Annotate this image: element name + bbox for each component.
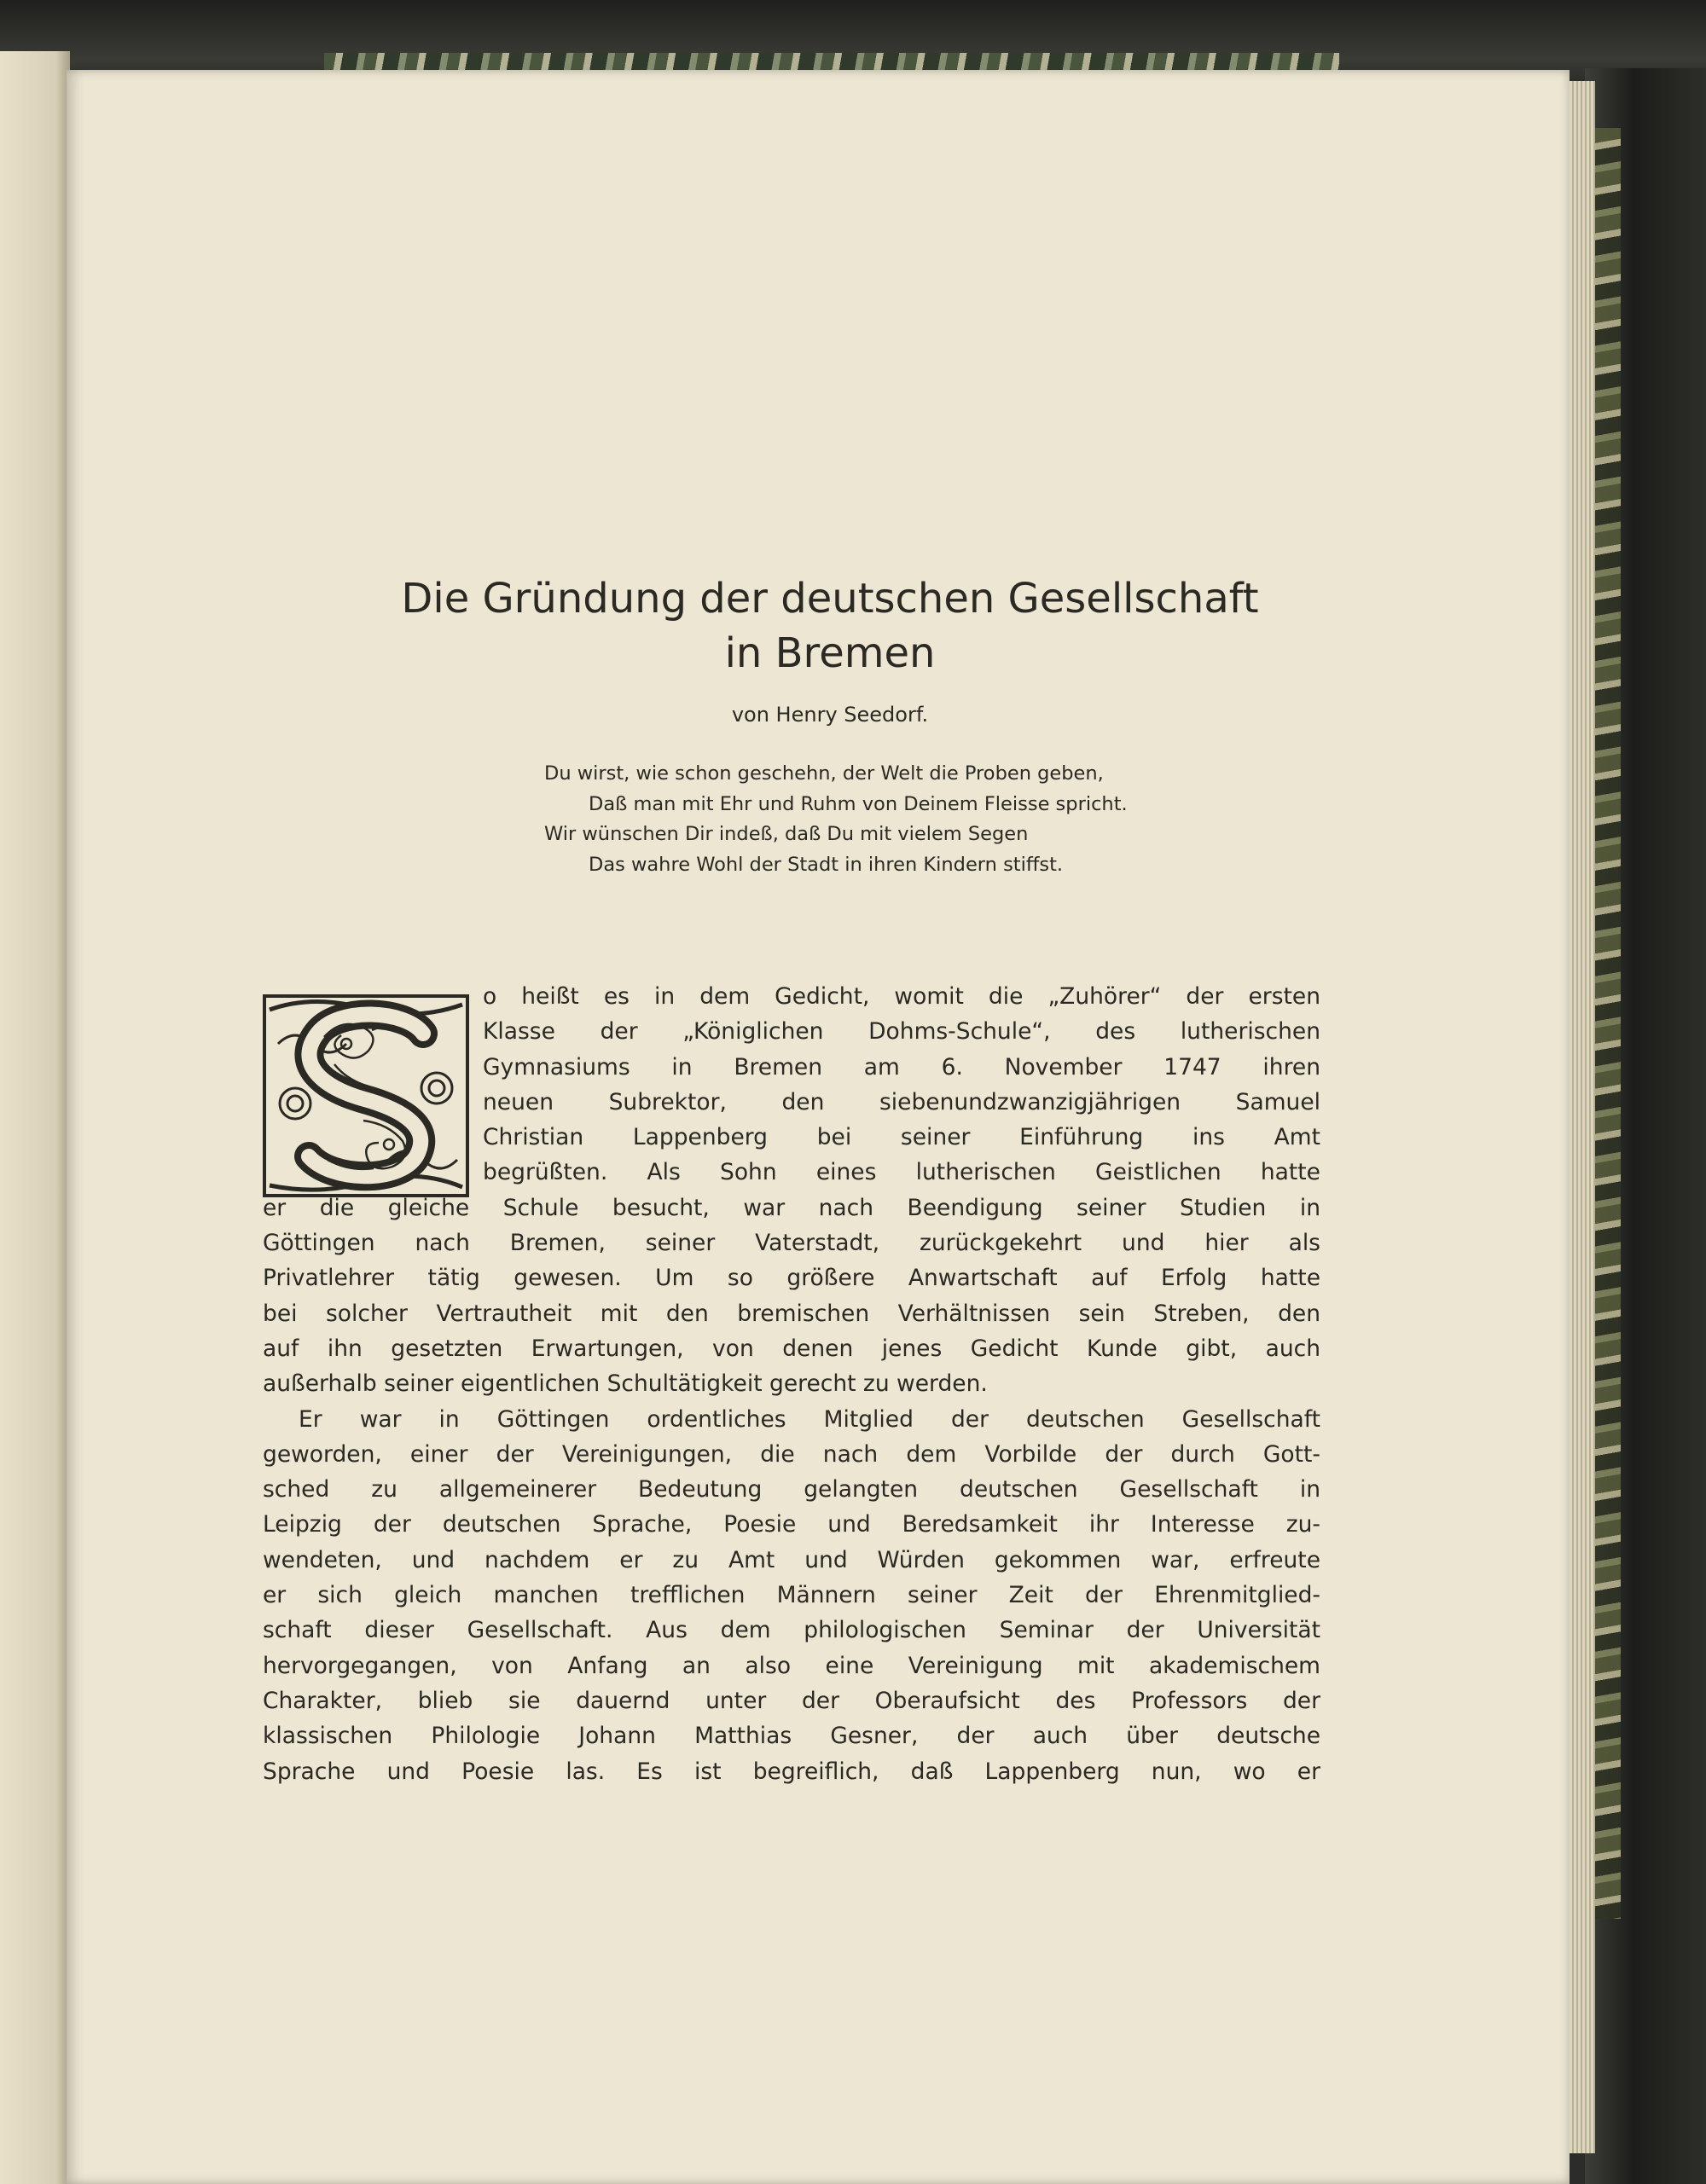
body-line: Charakter, blieb sie dauernd unter der Oberaufsicht des Professors der <box>263 1687 1320 1714</box>
body-line: Leipzig der deutschen Sprache, Poesie und Beredsamkeit ihr Interesse zu- <box>263 1511 1320 1538</box>
body-line: auf ihn gesetzten Erwartungen, von denen jenes Gedicht Kunde gibt, auch <box>263 1335 1320 1362</box>
body-line: bei solcher Vertrautheit mit den bremischen Verhältnissen sein Streben, den <box>263 1300 1320 1327</box>
epigraph-poem <box>544 759 1244 880</box>
body-line: o heißt es in dem Gedicht, womit die „Zuhörer“ der ersten <box>483 983 1320 1010</box>
body-line: er die gleiche Schule besucht, war nach Beendigung seiner Studien in <box>263 1194 1320 1221</box>
body-line: Christian Lappenberg bei seiner Einführung ins Amt <box>483 1124 1320 1151</box>
article-title <box>254 571 1406 681</box>
body-line: Privatlehrer tätig gewesen. Um so größere Anwartschaft auf Erfolg hatte <box>263 1265 1320 1292</box>
poem-line: Wir wünschen Dir indeß, daß Du mit vielem Segen <box>544 823 1029 845</box>
body-line: schaft dieser Gesellschaft. Aus dem philologischen Seminar der Universität <box>263 1617 1320 1644</box>
title-line-2: in Bremen <box>724 629 936 677</box>
page-content <box>67 70 1570 2184</box>
poem-line: Du wirst, wie schon geschehn, der Welt die Proben geben, <box>544 762 1104 785</box>
body-line: wendeten, und nachdem er zu Amt und Würden gekommen war, erfreute <box>263 1546 1320 1573</box>
facing-page-edge <box>0 51 70 2184</box>
book-page <box>67 70 1570 2184</box>
body-line: geworden, einer der Vereinigungen, die nach dem Vorbilde der durch Gott- <box>263 1440 1320 1468</box>
body-line: Sprache und Poesie las. Es ist begreiflich, daß Lappenberg nun, wo er <box>263 1758 1320 1785</box>
marbled-binding-right <box>1593 128 1621 1919</box>
article-body <box>263 979 1320 1789</box>
body-line: neuen Subrektor, den siebenundzwanzigjährigen Samuel <box>483 1088 1320 1115</box>
author-byline: von Henry Seedorf. <box>731 703 929 727</box>
body-line: Klasse der „Königlichen Dohms-Schule“, des lutherischen <box>483 1018 1320 1046</box>
body-line: er sich gleich manchen trefflichen Männern seiner Zeit der Ehrenmitglied- <box>263 1582 1320 1609</box>
body-line: sched zu allgemeinerer Bedeutung gelangten deutschen Gesellschaft in <box>263 1476 1320 1503</box>
title-line-1: Die Gründung der deutschen Gesellschaft <box>401 575 1259 623</box>
poem-line: Das wahre Wohl der Stadt in ihren Kindern stiffst. <box>589 853 1064 876</box>
body-line: außerhalb seiner eigentlichen Schultätigkeit gerecht zu werden. <box>263 1370 988 1398</box>
body-line: Er war in Göttingen ordentliches Mitglied der deutschen Gesellschaft <box>299 1405 1320 1433</box>
body-line: Gymnasiums in Bremen am 6. November 1747 ihren <box>483 1053 1320 1080</box>
body-line: hervorgegangen, von Anfang an also eine Vereinigung mit akademischem <box>263 1652 1320 1679</box>
body-line: klassischen Philologie Johann Matthias Gesner, der auch über deutsche <box>263 1723 1320 1750</box>
body-line: begrüßten. Als Sohn eines lutherischen Geistlichen hatte <box>483 1159 1320 1186</box>
body-line: Göttingen nach Bremen, seiner Vaterstadt, zurückgekehrt und hier als <box>263 1230 1320 1257</box>
poem-line: Daß man mit Ehr und Ruhm von Deinem Fleisse spricht. <box>589 792 1128 815</box>
